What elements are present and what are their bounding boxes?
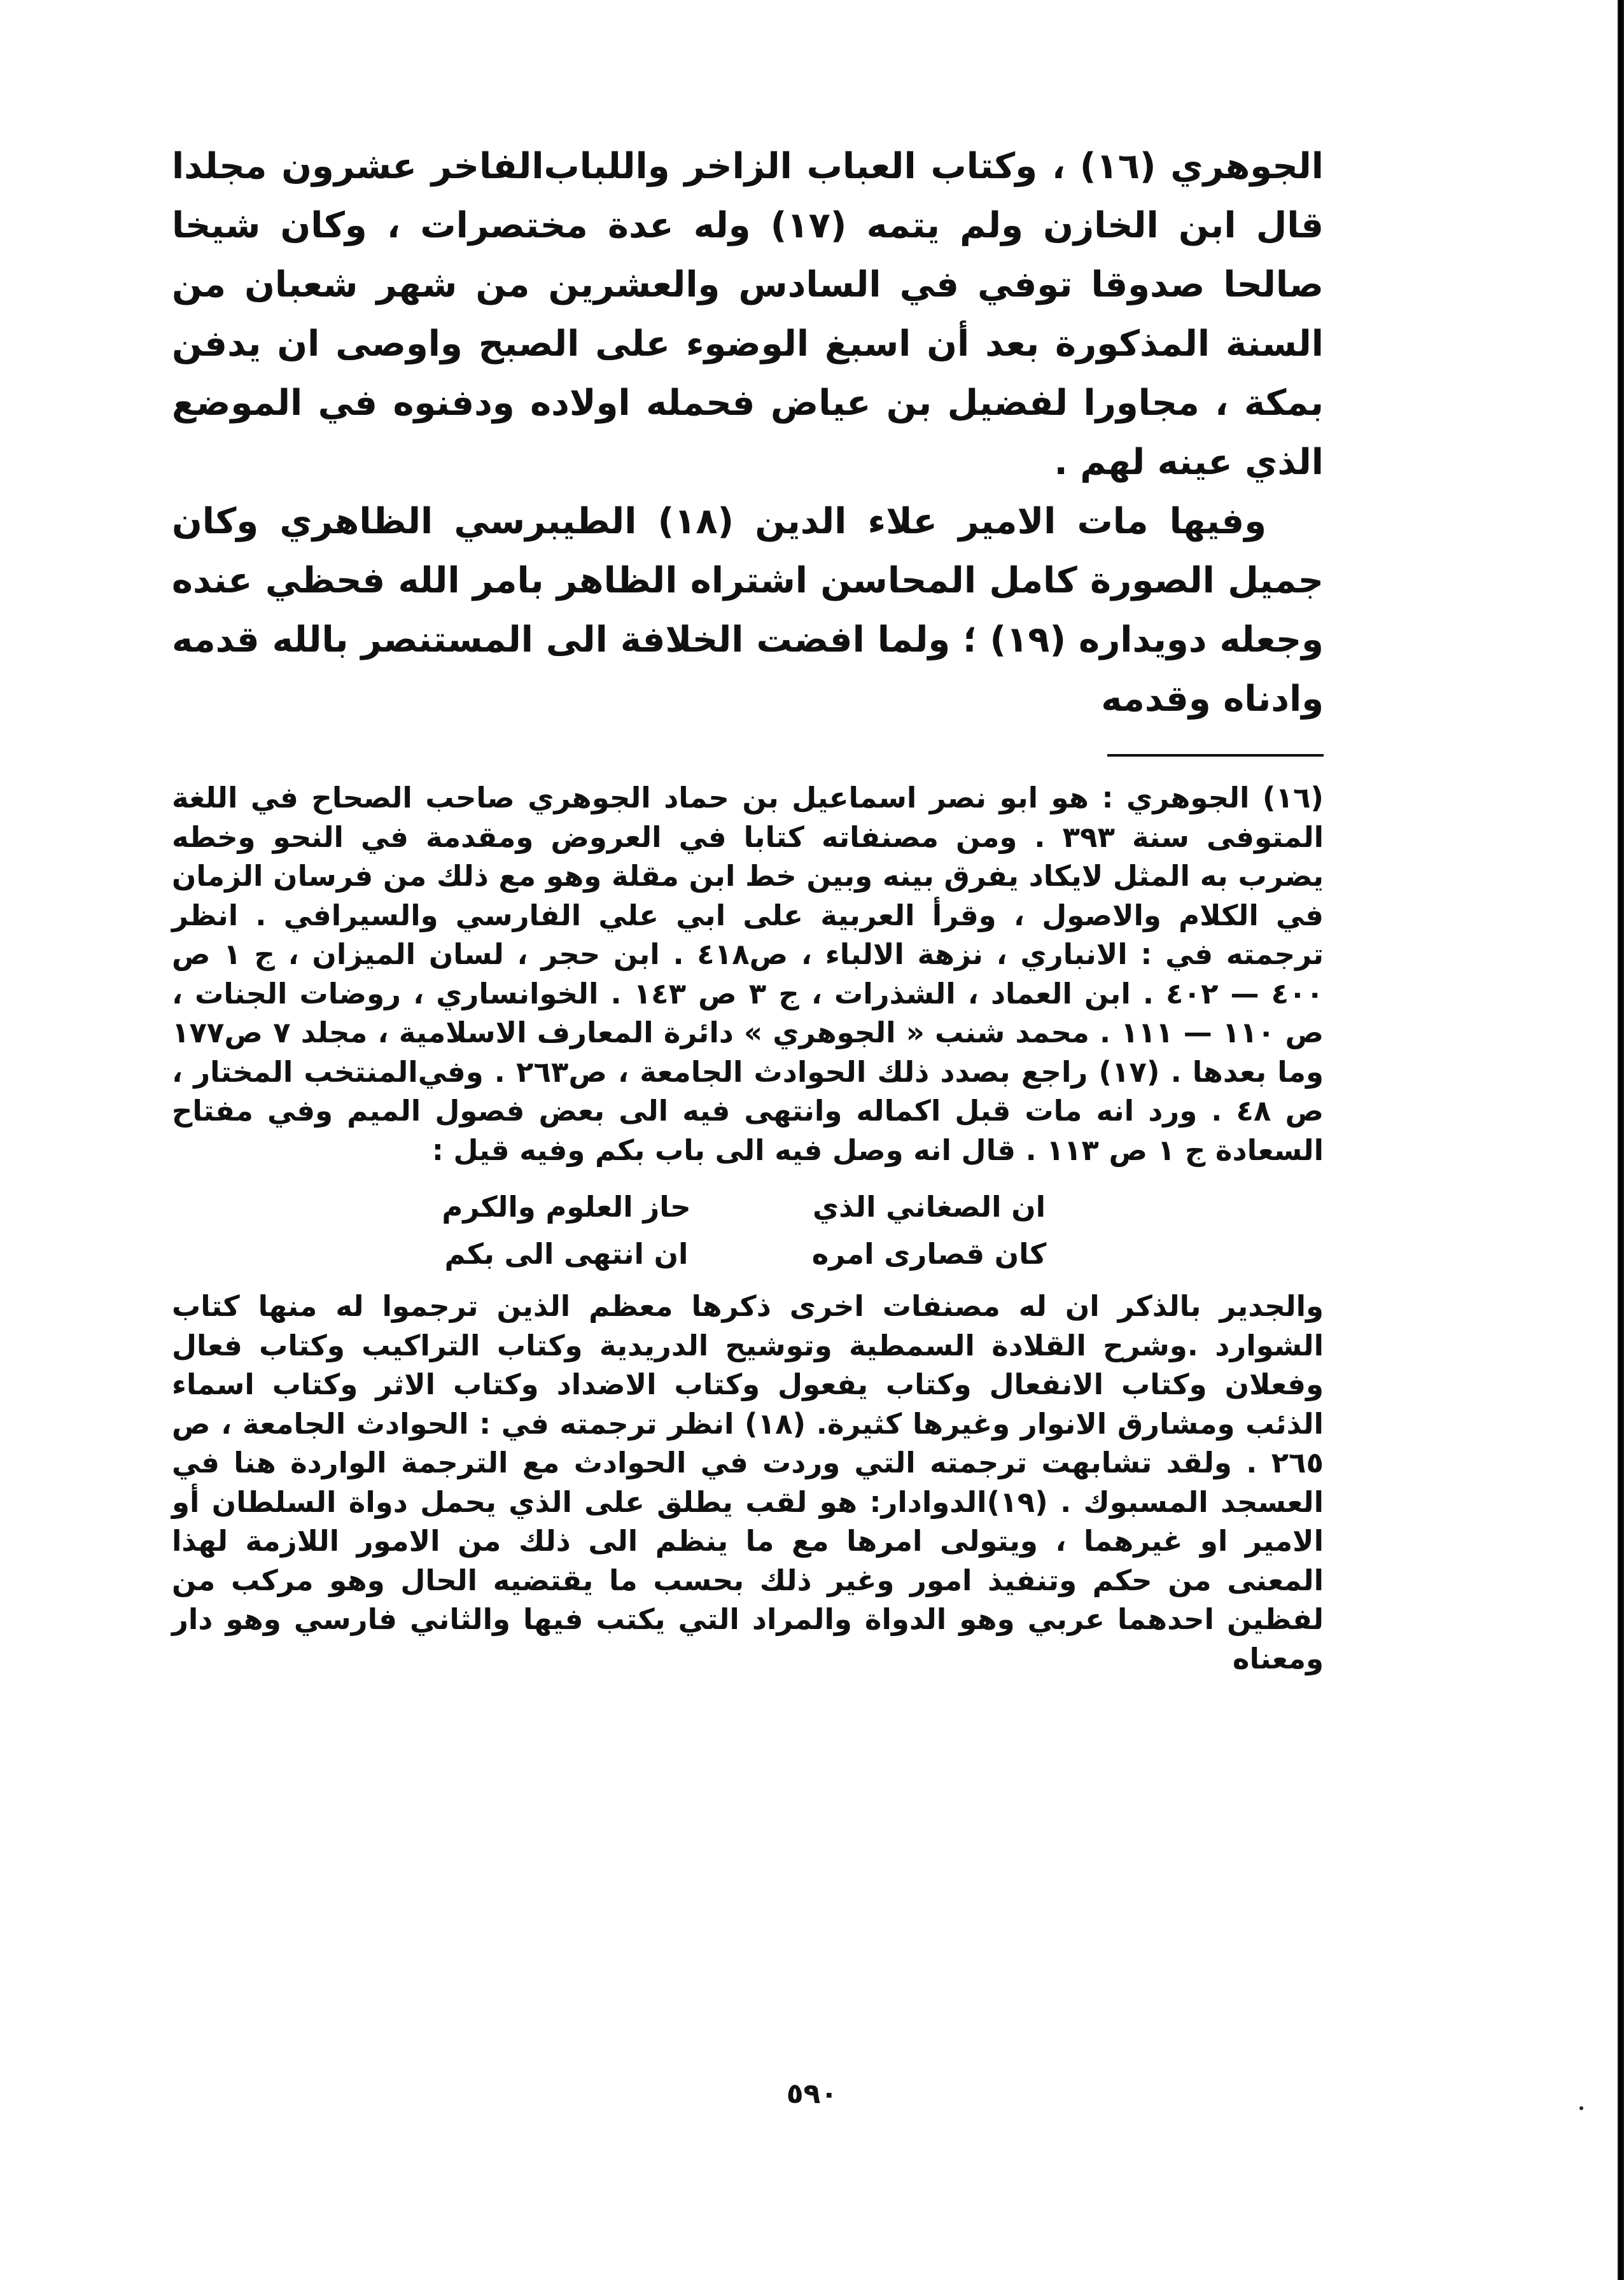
page-content <box>172 137 1324 1678</box>
scan-speck <box>1579 2106 1583 2110</box>
verse-line-1 <box>172 1184 1324 1231</box>
footnotes-part-1: (١٦) الجوهري : هو ابو نصر اسماعيل بن حماد الجوهري صاحب الصحاح في اللغة المتوفى سنة ٣٩٣ . ومن مصنفاته كتابا في العروض ومقدمة في النحو وخطه يضرب به المثل لايكاد يفرق بينه وبين خط ابن مقلة وهو مع ذلك من فرسان الزمان في الكلام والاصول ، وقرأ العربية على ابي علي الفارسي والسيرافي . انظر ترجمته في : الانباري ، نزهة الالباء ، ص٤١٨ . ابن حجر ، لسان الميزان ، ج ١ ص ٤٠٠ — ٤٠٢ . ابن العماد ، الشذرات ، ج ٣ ص ١٤٣ . الخوانساري ، روضات الجنات ، ص ١١٠ — ١١١ . محمد شنب « الجوهري » دائرة المعارف الاسلامية ، مجلد ٧ ص١٧٧ وما بعدها . (١٧) راجع بصدد ذلك الحوادث الجامعة ، ص٢٦٣ . وفي‌المنتخب المختار ، ص ٤٨ . ورد انه مات قبل اكماله وانتهى فيه الى بعض فصول الميم وفي مفتاح السعادة ج ١ ص ١١٣ . قال انه وصل فيه الى باب بكم وفيه قيل : <box>172 781 1324 1167</box>
page-edge-line <box>1619 0 1623 2280</box>
verse-line-1-first-hemistich: ان الصغاني الذي <box>812 1190 1046 1224</box>
body-paragraph-1: الجوهري (١٦) ، وكتاب العباب الزاخر واللباب‌الفاخر عشرون مجلدا قال ابن الخازن ولم يتمه (١٧) وله عدة مختصرات ، وكان شيخا صالحا صدوقا توفي في السادس والعشرين من شهر شعبان من السنة المذكورة بعد أن اسبغ الوضوء على الصبح واوصى ان يدفن بمكة ، مجاورا لفضيل بن عياض فحمله اولاده ودفنوه في الموضع الذي عينه لهم . <box>172 146 1324 483</box>
verse-block <box>172 1184 1324 1278</box>
verse-line-2-second-hemistich: ان انتهى الى بكم <box>444 1237 689 1271</box>
verse-line-2-first-hemistich: كان قصارى امره <box>811 1237 1047 1271</box>
footnotes-part-2: والجدير بالذكر ان له مصنفات اخرى ذكرها معظم الذين ترجموا له منها كتاب الشوارد .وشرح القلادة السمطية وتوشيح الدريدية وكتاب التراكيب وكتاب فعال وفعلان وكتاب الانفعال وكتاب يفعول وكتاب الاضداد وكتاب الاثر وكتاب اسماء الذئب ومشارق الانوار وغيرها كثيرة. (١٨) انظر ترجمته في : الحوادث الجامعة ، ص ٢٦٥ . ولقد تشابهت ترجمته التي وردت في الحوادث مع الترجمة الواردة هنا في العسجد المسبوك . (١٩)الدوادار: هو لقب يطلق على الذي يحمل دواة السلطان أو الامير او غيرهما ، ويتولى امرها مع ما ينظم الى ذلك من الامور اللازمة لهذا المعنى من حكم وتنفيذ امور وغير ذلك بحسب ما يقتضيه الحال وهو مركب من لفظين احدهما عربي وهو الدواة والمراد التي يكتب فيها والثاني فارسي وهو دار ومعناه <box>172 1289 1324 1675</box>
footnote-separator <box>1107 754 1324 757</box>
verse-line-1-second-hemistich: حاز العلوم والكرم <box>442 1190 691 1224</box>
verse-line-2 <box>172 1231 1324 1278</box>
page-number: ٥٩٠ <box>786 2078 838 2110</box>
body-paragraph-2: وفيها مات الامير علاء الدين (١٨) الطيبرسي الظاهري وكان جميل الصورة كامل المحاسن اشتراه الظاهر بامر الله فحظي عنده وجعله دويداره (١٩) ؛ ولما افضت الخلافة الى المستنصر بالله قدمه وادناه وقدمه <box>172 501 1324 720</box>
